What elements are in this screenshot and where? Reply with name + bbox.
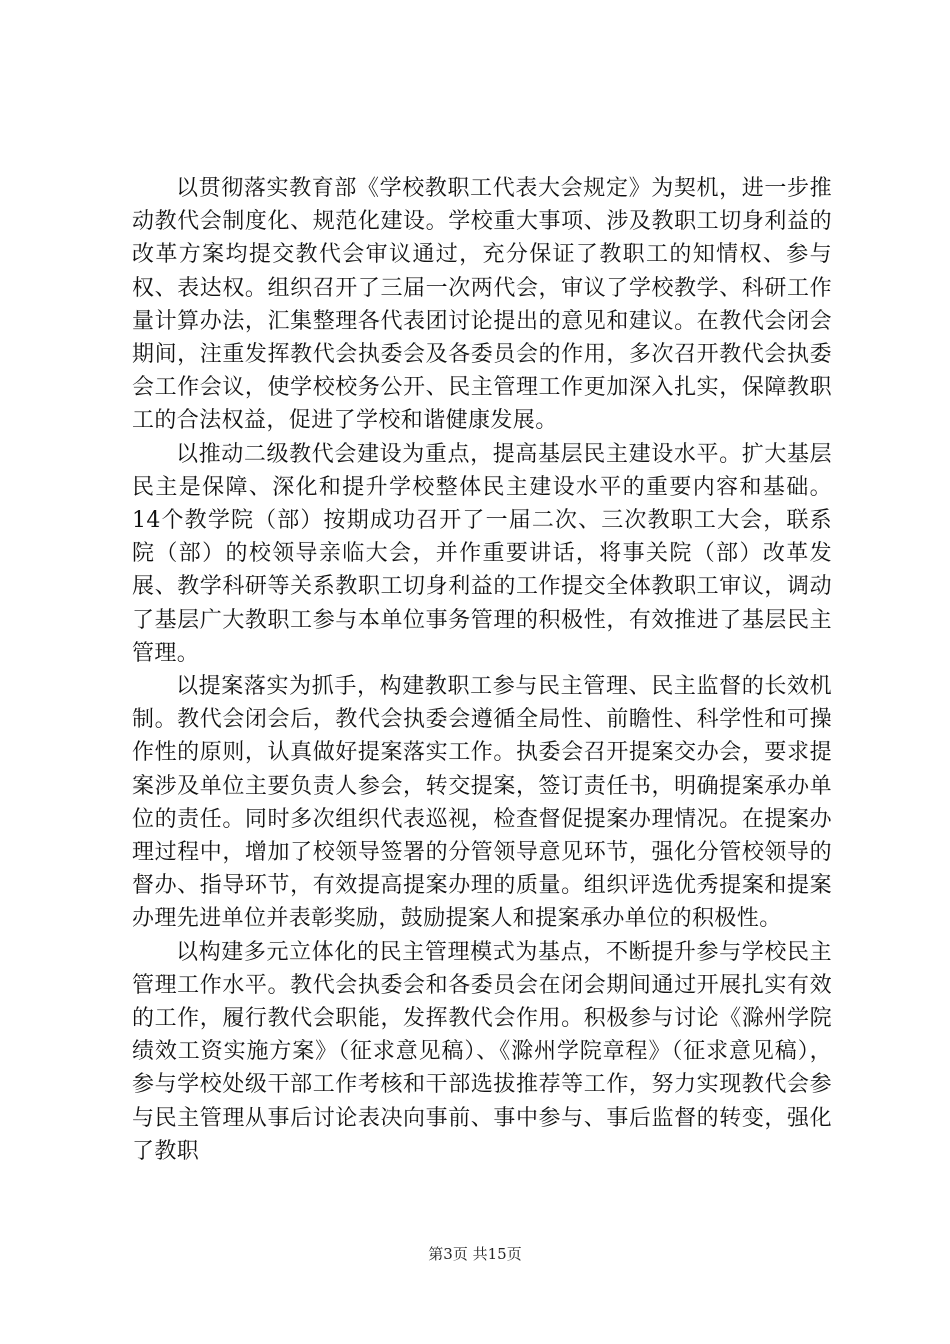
paragraph-1: 以贯彻落实教育部《学校教职工代表大会规定》为契机，进一步推动教代会制度化、规范化建设。学校重大事项、涉及教职工切身利益的改革方案均提交教代会审议通过，充分保证了教职工的知情权、参与权、表达权。组织召开了三届一次两代会，审议了学校教学、科研工作量计算办法，汇集整理各代表团讨论提出的意见和建议。在教代会闭会期间，注重发挥教代会执委会及各委员会的作用，多次召开教代会执委会工作会议，使学校校务公开、民主管理工作更加深入扎实，保障教职工的合法权益，促进了学校和谐健康发展。	[132, 176, 832, 434]
body-text	[132, 172, 832, 1168]
paragraph-3: 以提案落实为抓手，构建教职工参与民主管理、民主监督的长效机制。教代会闭会后，教代会执委会遵循全局性、前瞻性、科学性和可操作性的原则，认真做好提案落实工作。执委会召开提案交办会，要求提案涉及单位主要负责人参会，转交提案，签订责任书，明确提案承办单位的责任。同时多次组织代表巡视，检查督促提案办理情况。在提案办理过程中，增加了校领导签署的分管领导意见环节，强化分管校领导的督办、指导环节，有效提高提案办理的质量。组织评选优秀提案和提案办理先进单位并表彰奖励，鼓励提案人和提案承办单位的积极性。	[132, 674, 832, 932]
paragraph-4: 以构建多元立体化的民主管理模式为基点，不断提升参与学校民主管理工作水平。教代会执委会和各委员会在闭会期间通过开展扎实有效的工作，履行教代会职能，发挥教代会作用。积极参与讨论《滁州学院绩效工资实施方案》（征求意见稿）、《滁州学院章程》（征求意见稿），参与学校处级干部工作考核和干部选拔推荐等工作，努力实现教代会参与民主管理从事后讨论表决向事前、事中参与、事后监督的转变，强化了教职	[132, 939, 832, 1164]
paragraph-2: 以推动二级教代会建设为重点，提高基层民主建设水平。扩大基层民主是保障、深化和提升学校整体民主建设水平的重要内容和基础。14个教学院（部）按期成功召开了一届二次、三次教职工大会，联系院（部）的校领导亲临大会，并作重要讲话，将事关院（部）改革发展、教学科研等关系教职工切身利益的工作提交全体教职工审议，调动了基层广大教职工参与本单位事务管理的积极性，有效推进了基层民主管理。	[132, 441, 832, 666]
page-number-footer: 第3页 共15页	[428, 1245, 522, 1263]
